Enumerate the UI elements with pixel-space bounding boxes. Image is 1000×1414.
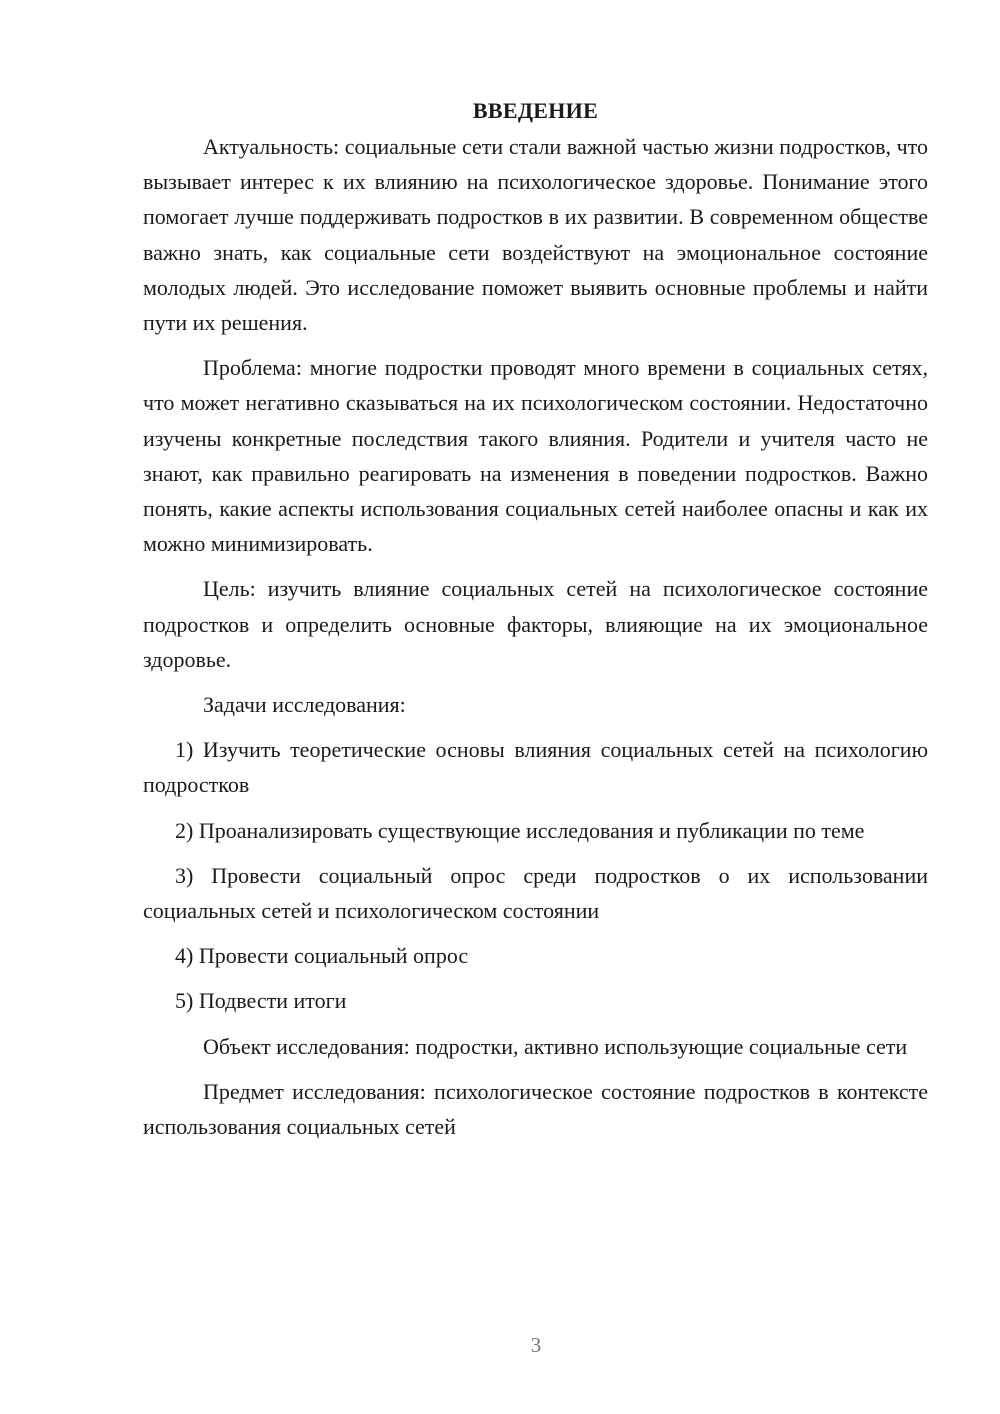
list-item: 2) Проанализировать существующие исследования и публикации по теме xyxy=(175,817,865,843)
problem-paragraph: Проблема: многие подростки проводят много времени в социальных сетях, что может негативно сказываться на их психологическом состоянии. Недостаточно изучены конкретные последствия такого влияния. Родители и учителя часто не знают, как правильно реагировать на изменения в поведении подростков. Важно понять, какие аспекты использования социальных сетей наиболее опасны и как их можно минимизировать. xyxy=(143,355,928,557)
goal-paragraph: Цель: изучить влияние социальных сетей на психологическое состояние подростков и определить основные факторы, влияющие на их эмоциональное здоровье. xyxy=(143,576,928,672)
object-paragraph: Объект исследования: подростки, активно использующие социальные сети xyxy=(203,1033,908,1059)
list-item: 5) Подвести итоги xyxy=(175,988,347,1014)
relevance-paragraph: Актуальность: социальные сети стали важной частью жизни подростков, что вызывает интерес к их влиянию на психологическое здоровье. Понимание этого помогает лучше поддерживать подростков в их развитии. В современном обществе важно знать, как социальные сети воздействуют на эмоциональное состояние молодых людей. Это исследование поможет выявить основные проблемы и найти пути их решения. xyxy=(143,134,928,336)
tasks-heading: Задачи исследования: xyxy=(203,692,406,718)
list-item: 1) Изучить теоретические основы влияния социальных сетей на психологию подростков xyxy=(143,737,928,798)
tasks-list xyxy=(143,732,928,1018)
document-page xyxy=(143,93,928,1144)
section-title: ВВЕДЕНИЕ xyxy=(472,98,599,123)
page-number: 3 xyxy=(530,1333,542,1357)
list-item: 3) Провести социальный опрос среди подростков о их использовании социальных сетей и психологическом состоянии xyxy=(143,862,928,924)
list-item: 4) Провести социальный опрос xyxy=(175,943,469,969)
subject-paragraph: Предмет исследования: психологическое состояние подростков в контексте использования социальных сетей xyxy=(143,1078,928,1140)
